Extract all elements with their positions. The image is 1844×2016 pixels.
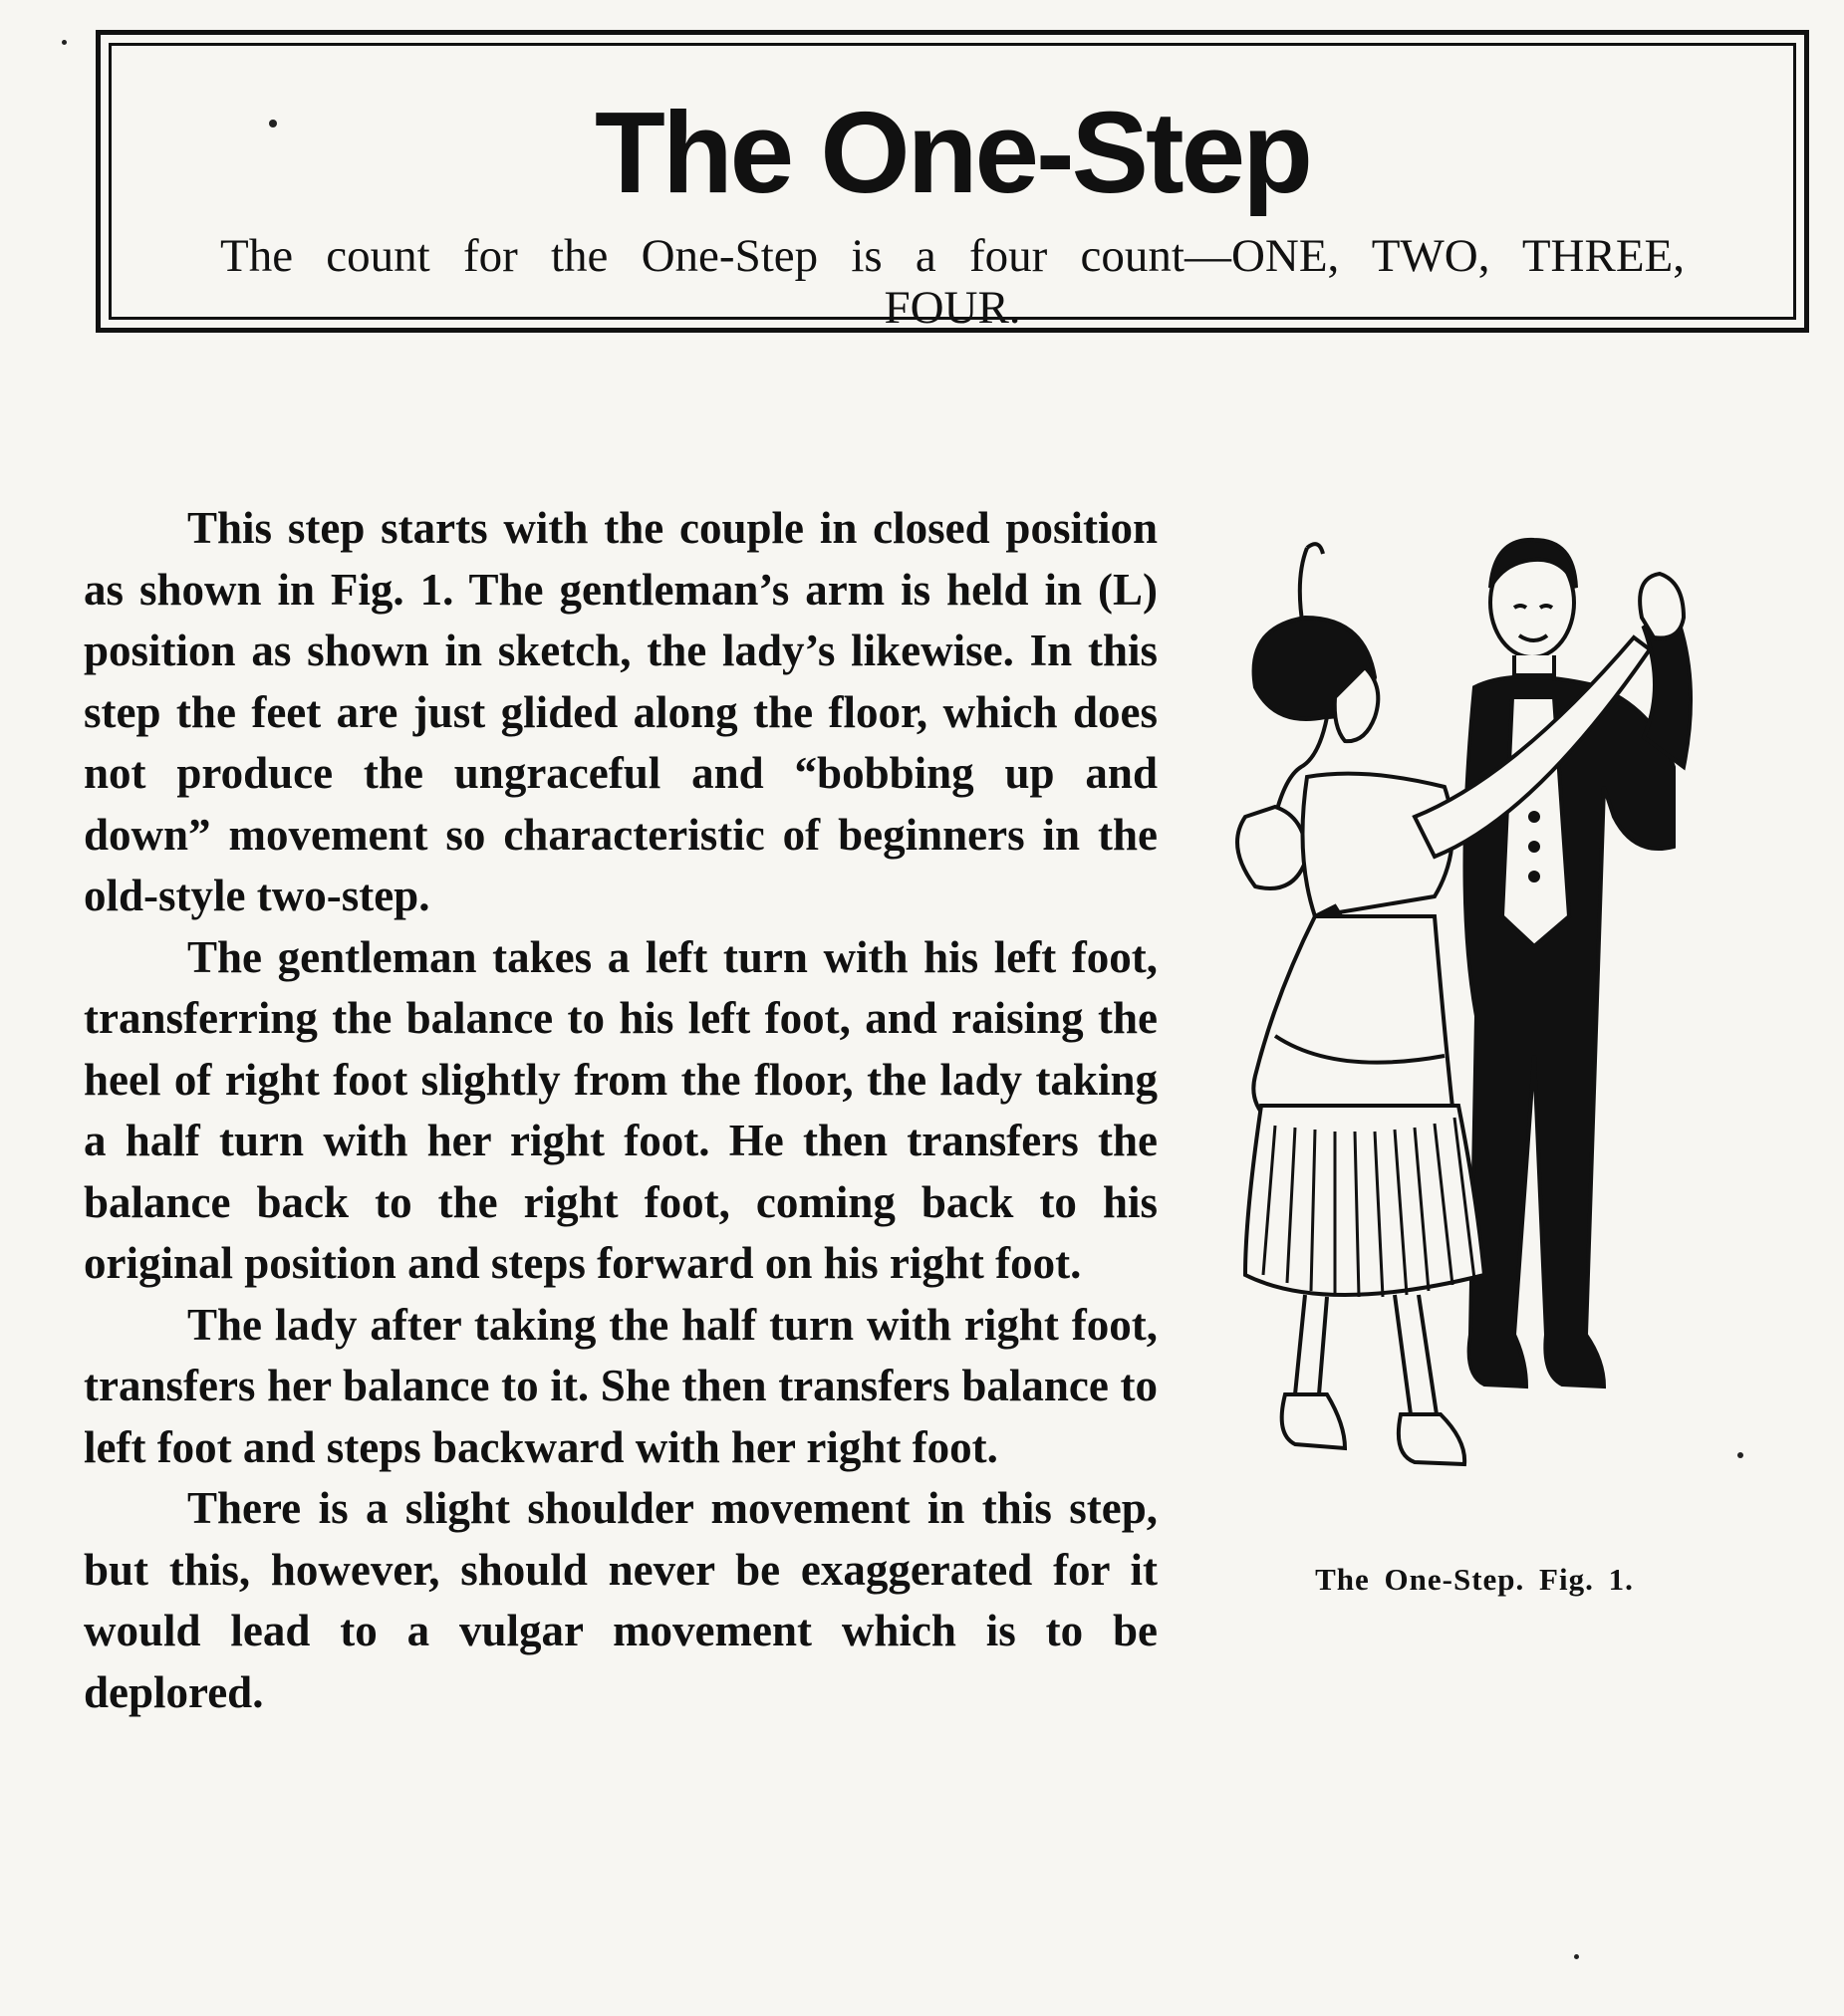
paragraph-2: The gentleman takes a left turn with his left foot, transferring the balance to his left foot, and raising the heel of right foot slightly from the floor, the lady taking a half turn with her right foot. He then transfers the balance back to the right foot, coming back to his original position and steps forward on his right foot. (84, 931, 1158, 1288)
gentleman-figure (1464, 540, 1691, 1386)
figure-caption: The One-Step. Fig. 1. (1315, 1562, 1634, 1597)
paragraph-3: The lady after taking the half turn with right foot, transfers her balance to it. She then transfers balance to left foot and steps backward with her right foot. (84, 1299, 1158, 1472)
ink-speck (269, 120, 277, 127)
title-box (96, 30, 1809, 333)
page-title: The One-Step (594, 88, 1311, 217)
ink-speck (1574, 1954, 1579, 1959)
ink-speck (62, 40, 67, 45)
paragraph-4: There is a slight shoulder movement in this step, but this, however, should never be exaggerated for it would lead to a vulgar movement which is to be deplored. (84, 1483, 1158, 1717)
paragraph-1: This step starts with the couple in closed position as shown in Fig. 1. The gentleman’s arm is held in (L) position as shown in sketch, the lady’s likewise. In this step the feet are just glided along the floor, which does not produce the ungraceful and “bobbing up and down” movement so characteristic of beginners in the old-style two-step. (84, 503, 1158, 920)
ink-speck (1737, 1452, 1743, 1458)
count-subtitle: The count for the One-Step is a four count—ONE, TWO, THREE, FOUR. (220, 230, 1685, 334)
dancing-couple-illustration (1215, 518, 1813, 1544)
